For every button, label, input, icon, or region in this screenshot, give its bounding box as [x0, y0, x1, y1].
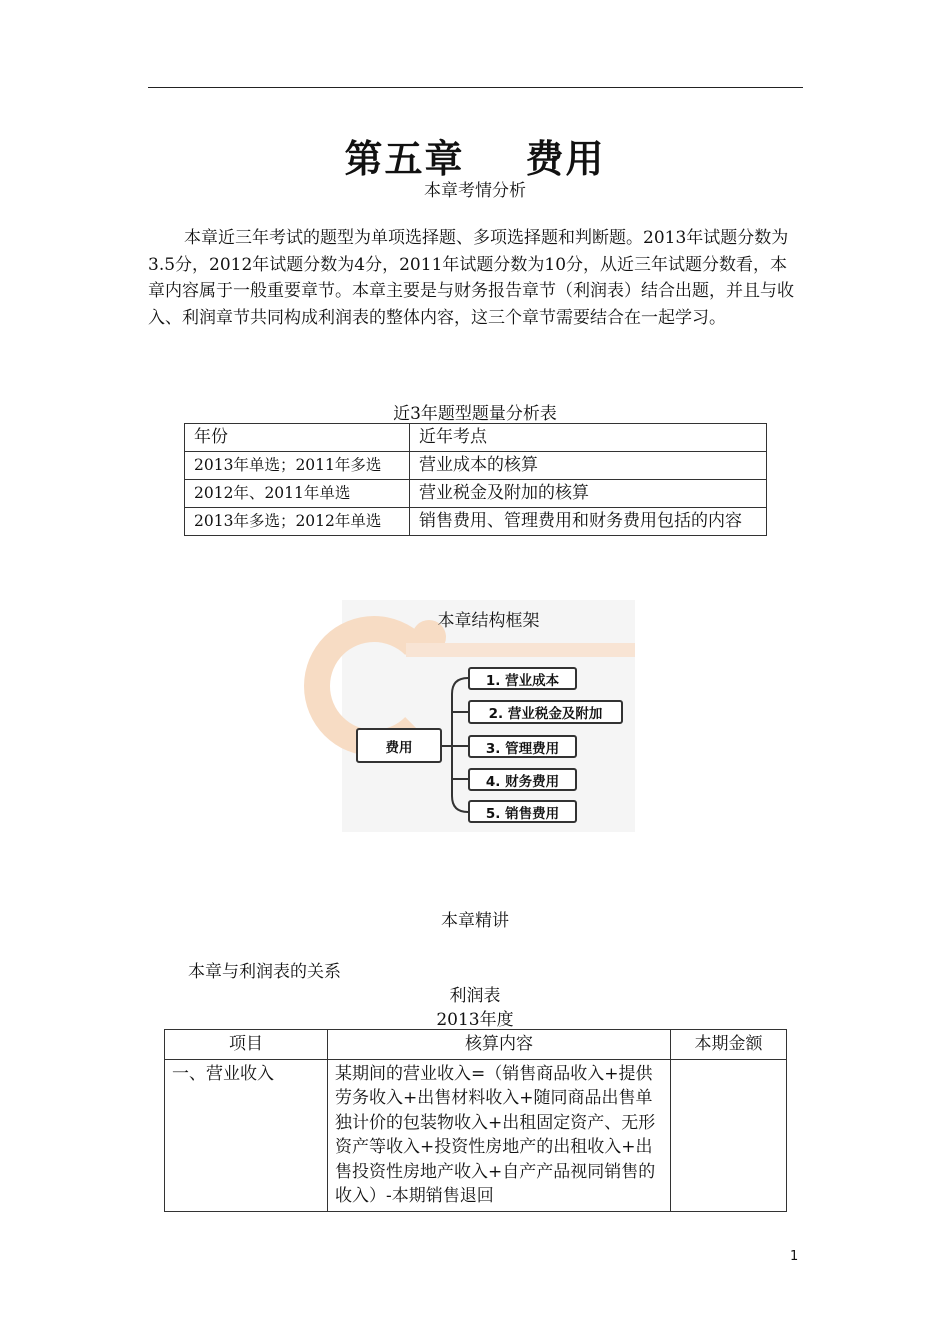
- child-node: 4. 财务费用: [468, 768, 577, 791]
- table-header-row: [165, 1030, 787, 1060]
- table-cell: [671, 1059, 787, 1211]
- table-header-cell: 项目: [165, 1030, 328, 1060]
- table-header-cell: 年份: [185, 424, 410, 452]
- table-header-row: [185, 424, 767, 452]
- exam-analysis-table: [184, 423, 767, 536]
- child-node: 2. 营业税金及附加: [468, 700, 623, 724]
- chapter-title: 第五章 费用: [344, 136, 606, 181]
- table-cell: 一、营业收入: [165, 1059, 328, 1211]
- table-row: [165, 1059, 787, 1211]
- table-cell: 营业成本的核算: [410, 452, 767, 480]
- child-node: 1. 营业成本: [468, 667, 577, 690]
- structure-diagram: [342, 600, 635, 832]
- income-statement-table: [164, 1029, 787, 1212]
- table-cell: 销售费用、管理费用和财务费用包括的内容: [410, 508, 767, 536]
- table-header-cell: 近年考点: [410, 424, 767, 452]
- child-node: 5. 销售费用: [468, 800, 577, 823]
- statement-period: 2013年度: [436, 1010, 514, 1030]
- page-number: 1: [790, 1249, 799, 1264]
- root-node: 费用: [356, 728, 442, 763]
- structure-caption: 本章结构框架: [437, 611, 540, 631]
- table-row: [185, 480, 767, 508]
- table-cell: 2013年单选；2011年多选: [185, 452, 410, 480]
- table-row: [185, 508, 767, 536]
- intro-paragraph: 本章近三年考试的题型为单项选择题、多项选择题和判断题。2013年试题分数为3.5分，2012年试题分数为4分，2011年试题分数为10分，从近三年试题分数看，本章内容属于一般重要章节。本章主要是与财务报告章节（利润表）结合出题，并且与收入、利润章节共同构成利润表的整体内容，这三个章节需要结合在一起学习。: [148, 228, 794, 328]
- table-header-cell: 本期金额: [671, 1030, 787, 1060]
- table-cell: 2012年、2011年单选: [185, 480, 410, 508]
- table-cell: 营业税金及附加的核算: [410, 480, 767, 508]
- table-cell: 某期间的营业收入=（销售商品收入+提供劳务收入+出售材料收入+随同商品出售单独计价的包装物收入+出租固定资产、无形资产等收入+投资性房地产的出租收入+出售投资性房地产收入+自产产品视同销售的收入）-本期销售退回: [328, 1059, 671, 1211]
- table-cell: 2013年多选；2012年单选: [185, 508, 410, 536]
- relation-heading: 本章与利润表的关系: [188, 962, 341, 982]
- statement-title: 利润表: [449, 986, 501, 1006]
- table-row: [185, 452, 767, 480]
- table-header-cell: 核算内容: [328, 1030, 671, 1060]
- chapter-subtitle: 本章考情分析: [424, 181, 526, 201]
- header-rule: [148, 87, 803, 88]
- section-heading: 本章精讲: [441, 911, 509, 931]
- child-node: 3. 管理费用: [468, 735, 577, 758]
- exam-table-caption: 近3年题型题量分析表: [393, 404, 557, 424]
